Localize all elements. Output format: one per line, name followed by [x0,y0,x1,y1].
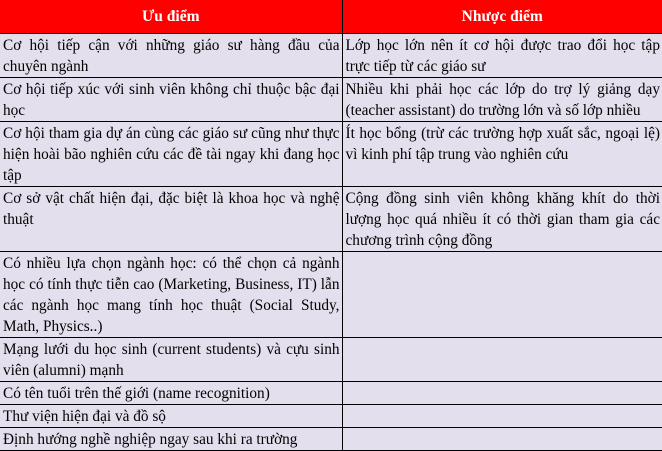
cons-cell [342,338,662,382]
header-pros: Ưu điểm [0,0,342,34]
table-row [0,405,662,428]
cons-cell: Cộng đồng sinh viên không khăng khít do thời lượng học quá nhiều ít có thời gian tham gia các chương trình cộng đồng [342,187,662,252]
pros-cell: Cơ hội tham gia dự án cùng các giáo sư cũng như thực hiện hoài bão nghiên cứu các đề tài ngay khi đang học tập [0,122,342,187]
table-row [0,34,662,78]
pros-cell: Có tên tuổi trên thế giới (name recognition) [0,382,342,405]
cons-cell [342,252,662,338]
cons-cell [342,405,662,428]
cons-cell: Nhiều khi phải học các lớp do trợ lý giảng dạy (teacher assistant) do trường lớn và số lớp nhiều [342,78,662,122]
pros-cell: Thư viện hiện đại và đồ sộ [0,405,342,428]
table-row [0,187,662,252]
table-row [0,252,662,338]
table-row [0,122,662,187]
table-row [0,382,662,405]
table-row [0,338,662,382]
pros-cell: Cơ hội tiếp cận với những giáo sư hàng đầu của chuyên ngành [0,34,342,78]
pros-cell: Mạng lưới du học sinh (current students) và cựu sinh viên (alumni) mạnh [0,338,342,382]
pros-cell: Cơ sở vật chất hiện đại, đặc biệt là khoa học và nghệ thuật [0,187,342,252]
cons-cell [342,428,662,451]
pros-cell: Định hướng nghề nghiệp ngay sau khi ra trường [0,428,342,451]
cons-cell [342,382,662,405]
table-row [0,428,662,451]
pros-cell: Có nhiều lựa chọn ngành học: có thể chọn cả ngành học có tính thực tiễn cao (Marketing, Business, IT) lẫn các ngành học mang tính học thuật (Social Study, Math, Physics..) [0,252,342,338]
cons-cell: Lớp học lớn nên ít cơ hội được trao đổi học tập trực tiếp từ các giáo sư [342,34,662,78]
header-row [0,0,662,34]
header-cons: Nhược điểm [342,0,662,34]
table-row [0,78,662,122]
pros-cell: Cơ hội tiếp xúc với sinh viên không chỉ thuộc bậc đại học [0,78,342,122]
cons-cell: Ít học bổng (trừ các trường hợp xuất sắc, ngoại lệ) vì kinh phí tập trung vào nghiên cứu [342,122,662,187]
